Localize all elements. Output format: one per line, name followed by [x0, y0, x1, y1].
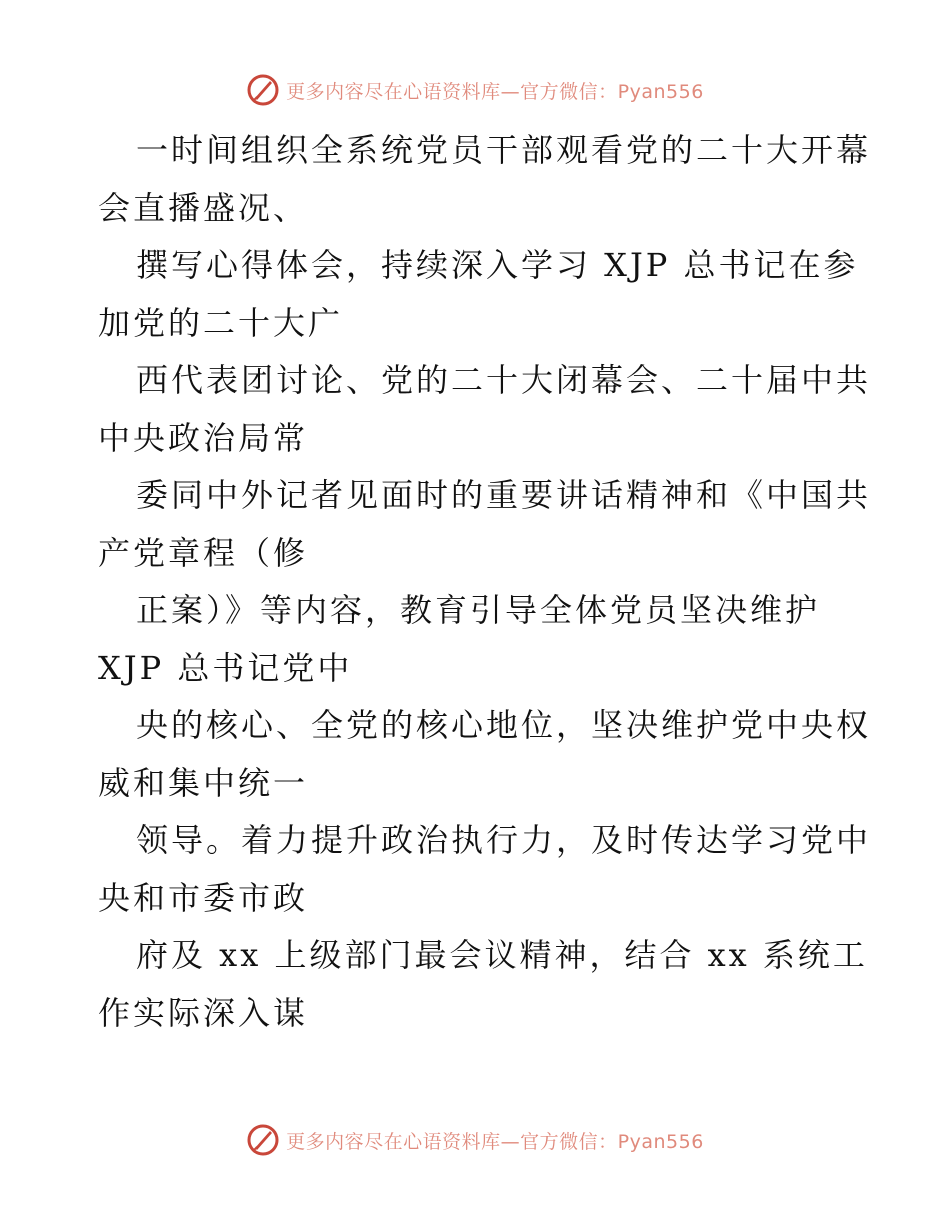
body-line: 作实际深入谋 [98, 993, 309, 1032]
body-line: 中央政治局常 [98, 418, 309, 457]
body-line: XJP 总书记党中 [98, 648, 353, 687]
header-banner [0, 70, 950, 110]
body-line: 府及 xx 上级部门最会议精神，结合 xx 系统工 [136, 936, 868, 974]
footer-banner [0, 1120, 950, 1160]
quill-logo-icon [246, 1123, 280, 1157]
body-line: 央和市委市政 [98, 878, 309, 917]
body-line: 产党章程（修 [98, 533, 309, 572]
body-line: 威和集中统一 [98, 763, 309, 802]
footer-banner-text: 更多内容尽在心语资料库—官方微信：Pyan556 [286, 1130, 704, 1153]
body-line: 一时间组织全系统党员干部观看党的二十大开幕 [136, 131, 872, 169]
document-body [98, 122, 872, 1042]
quill-logo-icon [246, 73, 280, 107]
body-line: 领导。着力提升政治执行力，及时传达学习党中 [136, 821, 872, 859]
header-banner-text: 更多内容尽在心语资料库—官方微信：Pyan556 [286, 80, 704, 103]
body-line: 委同中外记者见面时的重要讲话精神和《中国共 [136, 476, 872, 514]
body-line: 会直播盛况、 [98, 188, 309, 227]
body-line: 加党的二十大广 [98, 303, 344, 342]
body-line: 撰写心得体会，持续深入学习 XJP 总书记在参 [136, 246, 859, 284]
body-line: 央的核心、全党的核心地位，坚决维护党中央权 [136, 706, 872, 744]
body-line: 西代表团讨论、党的二十大闭幕会、二十届中共 [136, 361, 872, 399]
body-line: 正案）》等内容，教育引导全体党员坚决维护 [136, 591, 821, 629]
